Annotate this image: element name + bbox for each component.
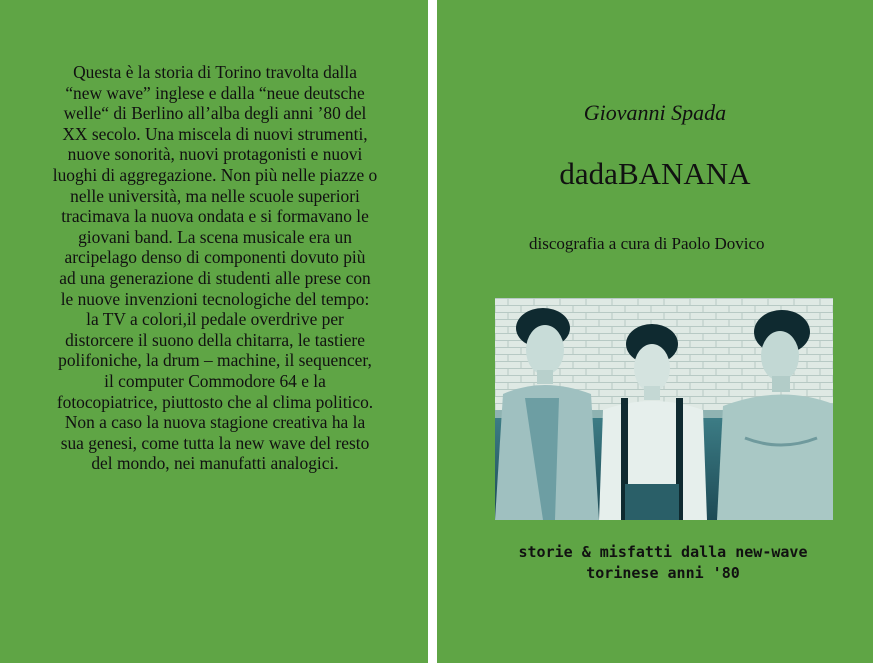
cover-tagline [437,542,873,584]
book-subtitle: discografia a cura di Paolo Dovico [529,234,765,253]
blurb-line: le nuove invenzioni tecnologiche del tempo: [60,288,370,309]
cover-photo [495,298,833,520]
blurb-line: Questa è la storia di Torino travolta dalla [73,62,357,82]
blurb-line: la TV a colori,il pedale overdrive per [86,309,344,330]
blurb-line: nuove sonorità, nuovi protagonisti e nuovi [67,144,363,165]
blurb-line: del mondo, nei manufatti analogici. [91,453,339,474]
blurb-line: fotocopiatrice, piuttosto che al clima politico. [56,391,374,412]
blurb-line: Non a caso la nuova stagione creativa ha la [64,412,366,433]
blurb-line: ad una generazione di studenti alle prese con [59,267,371,288]
blurb-line: distorcere il suono della chitarra, le tastiere [65,329,365,350]
blurb-line: il computer Commodore 64 e la [104,370,326,391]
tagline-line-2: torinese anni '80 [586,564,740,582]
book-title: dadaBANANA [559,156,751,191]
blurb-line: welle“ di Berlino all’alba degli anni ’80 del [63,103,367,124]
blurb-line: “new wave” inglese e dalla “neue deutsche [65,82,365,103]
tagline-line-1: storie & misfatti dalla new-wave [518,543,808,561]
blurb-line: luoghi di aggregazione. Non più nelle piazze o [52,164,378,185]
blurb-line: tracimava la nuova ondata e si formavano le [61,206,369,227]
back-cover-blurb [30,62,400,474]
blurb-line: nelle università, ma nelle scuole superiori [70,185,360,206]
author-name: Giovanni Spada [583,100,727,125]
blurb-line: arcipelago denso di componenti dovuto più [64,247,366,268]
front-cover [437,0,873,663]
blurb-line: giovani band. La scena musicale era un [78,226,352,247]
blurb-line: polifoniche, la drum – machine, il sequencer, [58,350,372,371]
band-photo-illustration [495,298,833,520]
blurb-line: XX secolo. Una miscela di nuovi strumenti, [62,123,368,144]
back-cover [0,0,428,663]
blurb-line: sua genesi, come tutta la new wave del resto [60,432,370,453]
